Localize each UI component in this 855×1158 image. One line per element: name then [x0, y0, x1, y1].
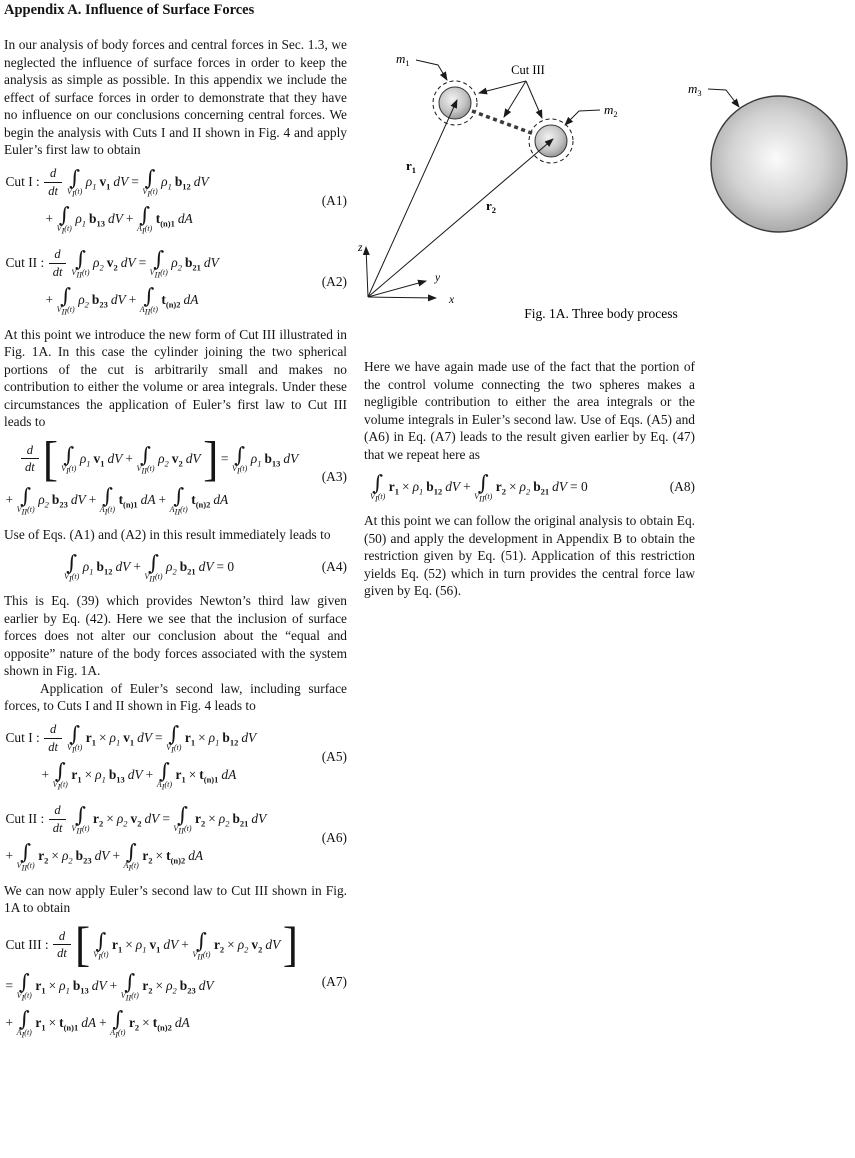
cut3-arrow-to-m1	[479, 81, 526, 93]
right-column	[364, 358, 695, 600]
paragraph-conclusion: At this point we can follow the original analysis to obtain Eq. (50) and apply the development in Appendix B to obtain the restriction given by Eq. (51). Application of this restriction yields Eq. (52) which in turn provides the central force law given by Eq. (56).	[364, 513, 695, 598]
equation-a4: ∫ $V_I(t)$ $\rho_1$ $b_{12}$ dV + ∫ $V_{II}(t)$ $\rho_2$ $b_{21}$ dV = 0 (A4)	[64, 550, 347, 584]
paragraph-newton: This is Eq. (39) which provides Newton’s third law given earlier by Eq. (42). Here we see that the inclusion of surface forces does not alter our conclusion about the “equal and opposite” nature of the body forces associated with the system shown in Fig. 1A.	[4, 593, 347, 678]
equation-number-a8: (A8)	[669, 478, 695, 494]
paragraph-cut3-intro: At this point we introduce the new form of Cut III illustrated in Fig. 1A. In this case the cylinder joining the two spherical portions of the cut is arbitrarily small and makes no contribution to either the volume or area integrals. Under these circumstances the application of Euler’s first law to Cut III leads to	[4, 326, 347, 429]
m3-leader-line	[708, 89, 739, 107]
r1-vector	[368, 100, 457, 297]
paragraph-cut3-second-law: We can now apply Euler’s second law to Cut III shown in Fig. 1A to obtain	[4, 882, 347, 915]
x-axis	[368, 297, 436, 298]
z-axis-label: z	[358, 242, 363, 254]
left-column	[4, 36, 347, 1049]
equation-number-a2: (A2)	[321, 273, 347, 289]
m1-label: $m_1$	[396, 51, 410, 68]
cut3-cylinder-line	[472, 111, 534, 134]
paragraph-again-fact: Here we have again made use of the fact that the portion of the control volume connecting the two spheres makes a negligible contribution to either the area integrals or the volume integrals in Euler’s second law. Use of Eqs. (A5) and (A6) in Eq. (A7) leads to the result given earlier by Eq. (47) that we repeat here as	[364, 359, 695, 462]
figure-caption: Fig. 1A. Three body process	[524, 306, 678, 321]
equation-number-a5: (A5)	[321, 748, 347, 764]
equation-number-a7: (A7)	[321, 973, 347, 989]
r1-label: $r_1$	[406, 158, 417, 175]
cut3-arrow-to-cylinder	[504, 81, 526, 117]
sphere-m1	[439, 87, 471, 119]
r2-label: $r_2$	[486, 198, 497, 215]
equation-number-a4: (A4)	[321, 558, 347, 574]
equation-a8: ∫ $V_I(t)$ $r_1$ × $\rho_1$ $b_{12}$ dV + ∫ $V_{II}(t)$ $r_2$ × $\rho_2$ $b_{21}$ dV = 0 (A8)	[370, 470, 695, 504]
r2-vector	[368, 139, 553, 297]
equation-a5: Cut I : $\frac{d}{dt}$ ∫ $V_I(t)$ $r_1$ × $\rho_1$ $v_1$ dV = ∫ $V_I(t)$ $r_1$ × $\rho_1$ $b_{12}$ dV + ∫ $V_I(t)$ $r_1$ × $\rho_1$ $b_{13}$ dV + ∫ $A_I(t)$ $r_1$ × $t_{(n)1}$ dA (A5)	[5, 722, 347, 792]
equation-a1: Cut I : $\frac{d}{dt}$ ∫ $V_I(t)$ $\rho_1$ $v_1$ dV = ∫ $V_I(t)$ $\rho_1$ $b_{12}$ dV + ∫ $V_I(t)$ $\rho_1$ $b_{13}$ dV + ∫ $A_I(t)$ $t_{(n)1}$ dA (A1)	[5, 166, 347, 236]
page-title: Appendix A. Influence of Surface Forces	[4, 2, 255, 18]
equation-number-a1: (A1)	[321, 192, 347, 208]
equation-a6: Cut II : $\frac{d}{dt}$ ∫ $V_{II}(t)$ $r_2$ × $\rho_2$ $v_2$ dV = ∫ $V_{II}(t)$ $r_2$ × $\rho_2$ $b_{21}$ dV + ∫ $V_{II}(t)$ $r_2$ × $\rho_2$ $b_{23}$ dV + ∫ $A_I(t)$ $r_2$ × $t_{(n)2}$ dA (A6)	[5, 803, 347, 873]
equation-a7: Cut III : $\frac{d}{dt}$ [ ∫ $V_I(t)$ $r_1$ × $\rho_1$ $v_1$ dV + ∫ $V_{II}(t)$ $r_2$ × $\rho_2$ $v_2$ dV ] = ∫ $V_I(t)$ $r_1$ × $\rho_1$ $b_{13}$ dV + ∫ $V_{II}(t)$ $r_2$ × $\rho_2$ $b_{23}$ dV + ∫ $A_I(t)$ $r_1$ × $t_{(n)1}$ dA + ∫ $A_I(t)$ $r_2$ × $t_{(n)2}$ dA (A7)	[5, 917, 347, 1040]
paragraph-euler-second: Application of Euler’s second law, including surface forces, to Cuts I and II shown in Fig. 4 leads to	[4, 680, 347, 713]
cut3-label: Cut III	[511, 63, 545, 77]
m2-label: $m_2$	[604, 102, 618, 119]
figure-three-body	[358, 40, 855, 332]
cut3-arrow-to-m2	[526, 81, 542, 118]
m2-leader-line	[565, 110, 600, 125]
z-axis	[366, 247, 368, 297]
equation-number-a3: (A3)	[321, 469, 347, 484]
m3-label: $m_3$	[688, 81, 702, 98]
equation-a2: Cut II : $\frac{d}{dt}$ ∫ $V_{II}(t)$ $\rho_2$ $v_2$ dV = ∫ $V_{II}(t)$ $\rho_2$ $b_{21}$ dV + ∫ $V_{II}(t)$ $\rho_2$ $b_{23}$ dV + ∫ $A_{II}(t)$ $t_{(n)2}$ dA (A2)	[5, 247, 347, 317]
sphere-m3	[711, 96, 847, 232]
equation-number-a6: (A6)	[321, 829, 347, 845]
paragraph-use-eqs: Use of Eqs. (A1) and (A2) in this result immediately leads to	[4, 526, 331, 542]
y-axis-label: y	[435, 272, 441, 284]
paragraph-intro: In our analysis of body forces and central forces in Sec. 1.3, we neglected the influence of surface forces in order to keep the analysis as simple as possible. In this appendix we include the effect of surface forces in order to demonstrate that they have no influence on our conclusions concerning central forces. We begin the analysis with Cuts I and II shown in Fig. 4 and apply Euler’s first law to obtain	[4, 37, 347, 157]
equation-a3: $\frac{d}{dt}$ [ ∫ $V_I(t)$ $\rho_1$ $v_1$ dV + ∫ $V_{II}(t)$ $\rho_2$ $v_2$ dV ] = ∫ $V_I(t)$ $\rho_1$ $b_{13}$ dV + ∫ $V_{II}(t)$ $\rho_2$ $b_{23}$ dV + ∫ $A_I(t)$ $t_{(n)1}$ dA + ∫ $A_{II}(t)$ $t_{(n)2}$ dA (A3)	[5, 431, 347, 517]
x-axis-label: x	[449, 294, 455, 306]
m1-leader-line	[416, 60, 447, 80]
